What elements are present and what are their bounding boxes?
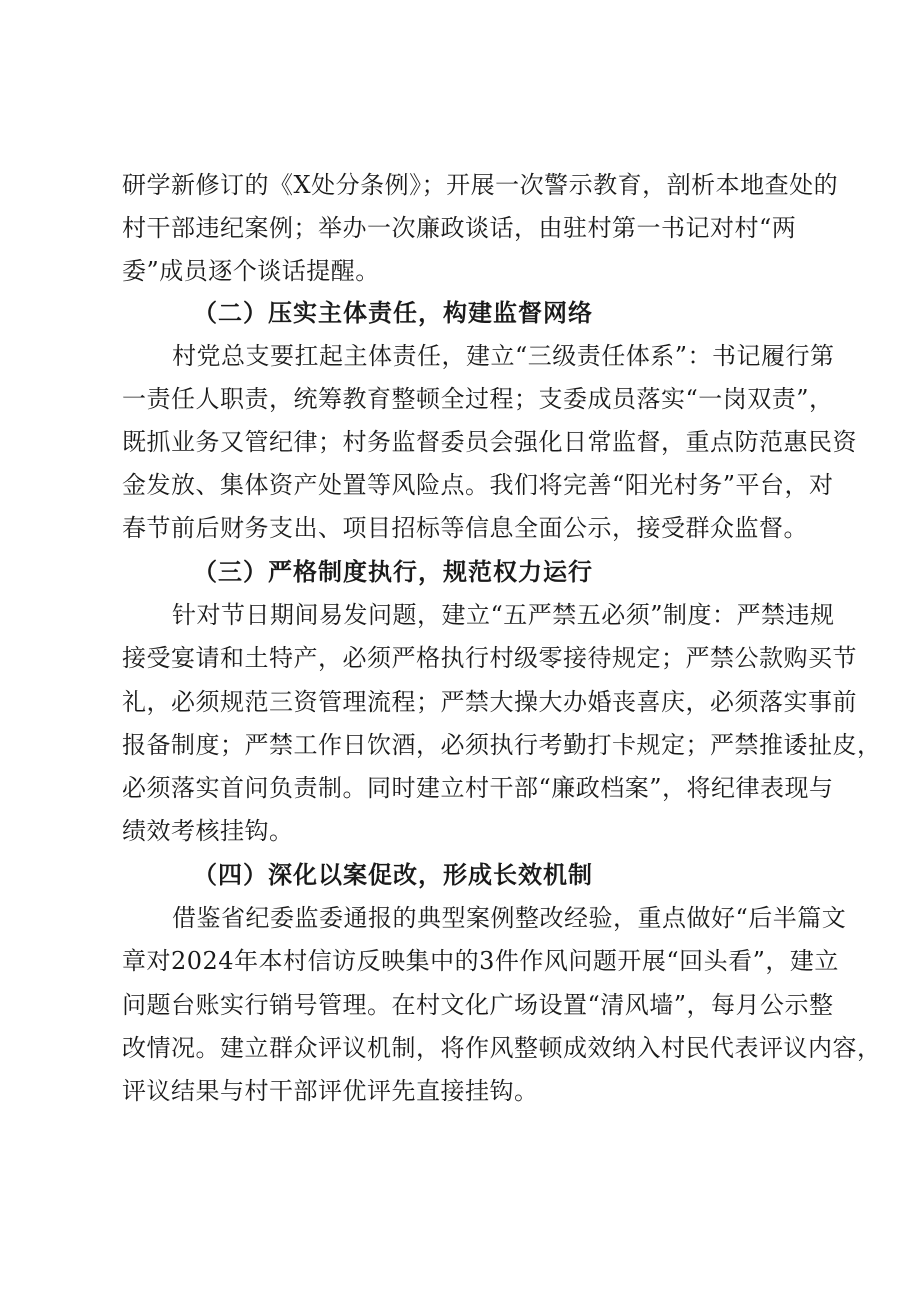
text-line: 借鉴省纪委监委通报的典型案例整改经验，重点做好“后半篇文 [172,904,847,932]
text-line: 礼，必须规范三资管理流程；严禁大操大办婚丧喜庆，必须落实事前 [122,688,857,716]
text-line: 报备制度；严禁工作日饮酒，必须执行考勤打卡规定；严禁推诿扯皮， [122,731,882,759]
text-line: 委”成员逐个谈话提醒。 [122,257,380,285]
section-heading-4: （四）深化以案促改，形成长效机制 [193,860,593,889]
text-line: 绩效考核挂钩。 [122,817,294,845]
text-line: 金发放、集体资产处置等风险点。我们将完善“阳光村务”平台，对 [122,471,834,499]
text-line: 村干部违纪案例；举办一次廉政谈话，由驻村第一书记对村“两 [122,214,797,242]
text-line: 接受宴请和土特产，必须严格执行村级零接待规定；严禁公款购买节 [122,644,857,672]
text-line: 必须落实首问负责制。同时建立村干部“廉政档案”，将纪律表现与 [122,774,834,802]
section-heading-3: （三）严格制度执行，规范权力运行 [193,557,593,586]
text-line: 一责任人职责，统筹教育整顿全过程；支委成员落实“一岗双责”， [122,385,834,413]
text-line: 改情况。建立群众评议机制，将作风整顿成效纳入村民代表评议内容， [122,1034,882,1062]
text-line: 针对节日期间易发问题，建立“五严禁五必须”制度：严禁违规 [172,601,835,629]
section-heading-2: （二）压实主体责任，构建监督网络 [193,298,593,327]
text-line: 春节前后财务支出、项目招标等信息全面公示，接受群众监督。 [122,514,808,542]
text-line: 评议结果与村干部评优评先直接挂钩。 [122,1077,539,1105]
text-line: 既抓业务又管纪律；村务监督委员会强化日常监督，重点防范惠民资 [122,428,857,456]
text-line: 村党总支要扛起主体责任，建立“三级责任体系”：书记履行第 [172,342,835,370]
text-line: 章对2024年本村信访反映集中的3件作风问题开展“回头看”，建立 [122,947,839,975]
text-line: 研学新修订的《X处分条例》；开展一次警示教育，剖析本地查处的 [122,171,839,199]
text-line: 问题台账实行销号管理。在村文化广场设置“清风墙”，每月公示整 [122,991,834,1019]
